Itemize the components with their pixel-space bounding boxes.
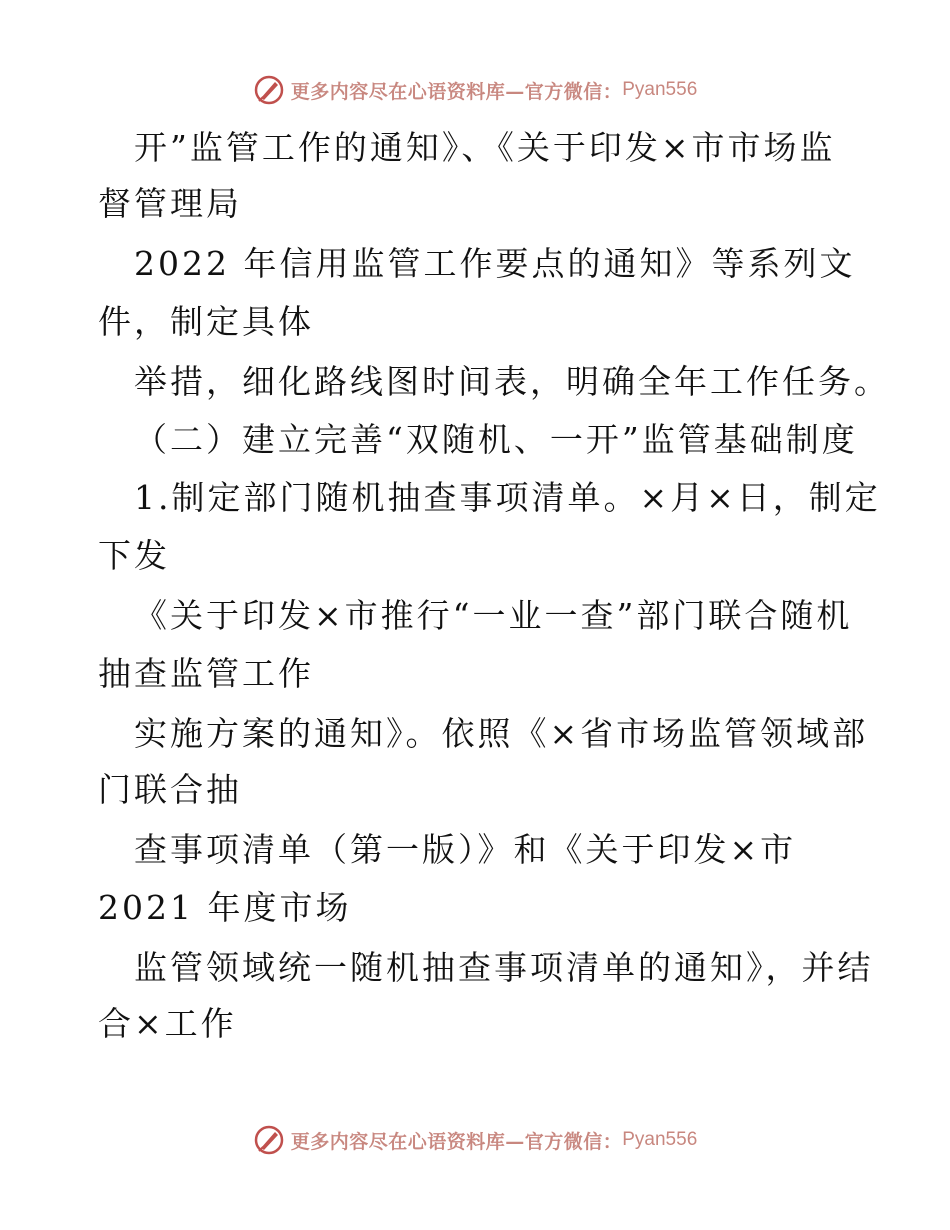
header-watermark-banner bbox=[0, 70, 950, 110]
text-line: 开”监管工作的通知》、《关于印发×市市场监 bbox=[134, 128, 836, 167]
text-line: 举措，细化路线图时间表，明确全年工作任务。 bbox=[134, 362, 890, 401]
quill-logo-icon bbox=[253, 1124, 285, 1156]
footer-banner-wechat-id: Pyan556 bbox=[622, 1129, 698, 1150]
text-line: 门联合抽 bbox=[98, 770, 242, 809]
header-banner-wechat-id: Pyan556 bbox=[622, 79, 698, 100]
text-line: 抽查监管工作 bbox=[98, 654, 314, 693]
text-line: 1.制定部门随机抽查事项清单。×月×日，制定 bbox=[134, 478, 881, 517]
text-line: 2021 年度市场 bbox=[98, 888, 352, 927]
footer-banner-text: 更多内容尽在心语资料库—官方微信： bbox=[290, 1130, 623, 1153]
text-line: 实施方案的通知》。依照《×省市场监管领域部 bbox=[134, 714, 869, 753]
text-line: 查事项清单（第一版）》和《关于印发×市 bbox=[134, 830, 797, 869]
text-line: 下发 bbox=[98, 536, 170, 575]
text-line: 件，制定具体 bbox=[98, 302, 314, 341]
header-banner-text: 更多内容尽在心语资料库—官方微信： bbox=[290, 80, 623, 103]
text-line: 2022 年信用监管工作要点的通知》等系列文 bbox=[134, 244, 856, 283]
quill-logo-icon bbox=[253, 74, 285, 106]
text-line: 监管领域统一随机抽查事项清单的通知》，并结 bbox=[134, 948, 874, 987]
footer-watermark-banner bbox=[0, 1120, 950, 1160]
text-line: 《关于印发×市推行“一业一查”部门联合随机 bbox=[134, 596, 853, 635]
text-line: 督管理局 bbox=[98, 184, 242, 223]
text-line: （二）建立完善“双随机、一开”监管基础制度 bbox=[134, 420, 858, 459]
text-line: 合×工作 bbox=[98, 1004, 237, 1043]
